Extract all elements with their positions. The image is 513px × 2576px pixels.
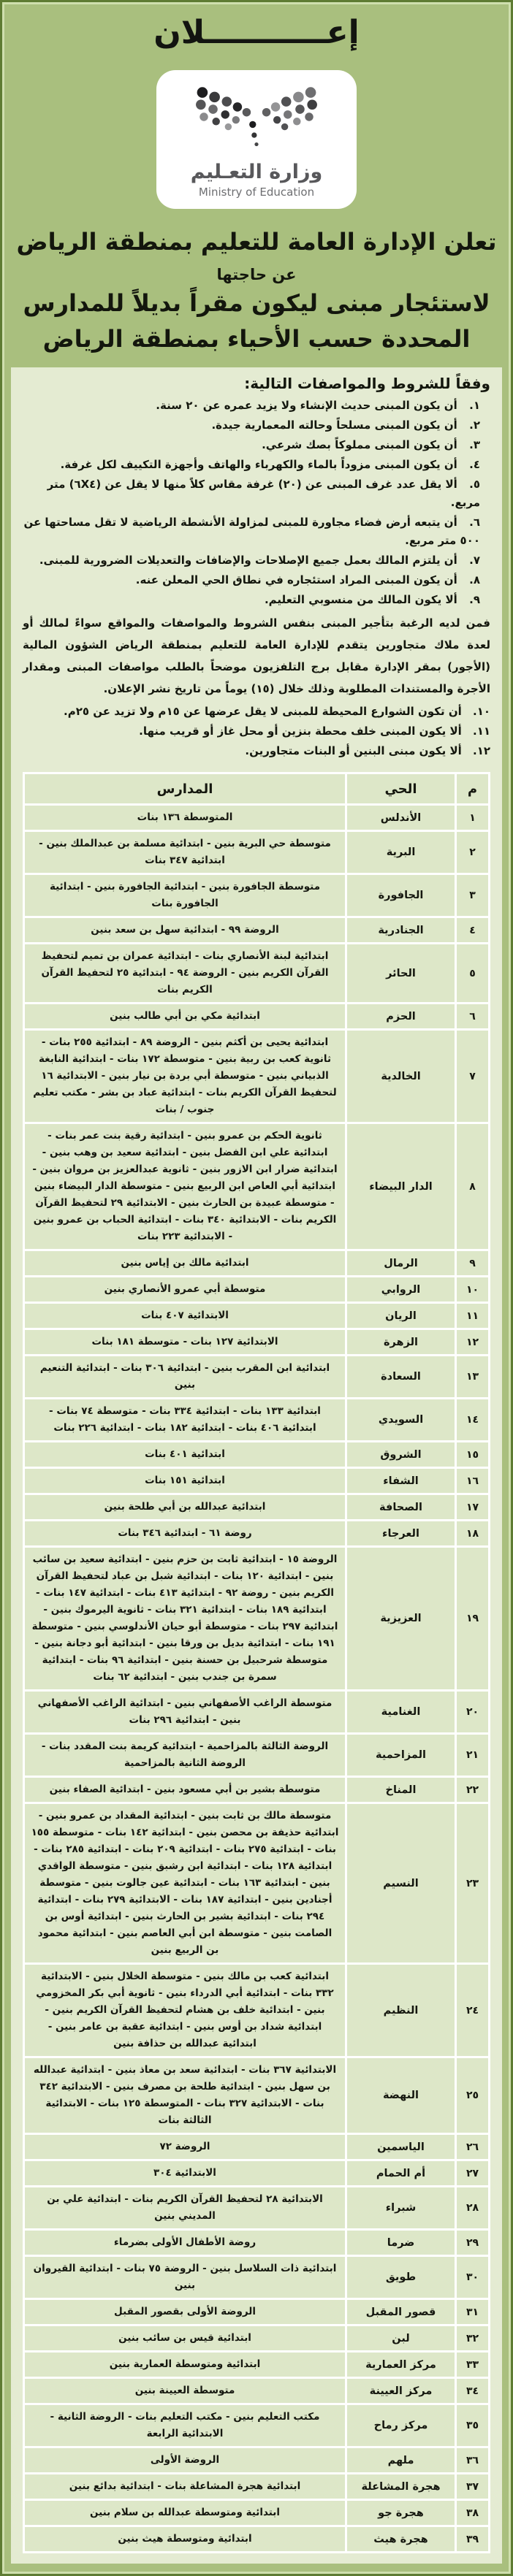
row-number: ٢٠ <box>456 1691 490 1734</box>
district-name: أم الحمام <box>346 2160 456 2187</box>
row-number: ١٥ <box>456 1442 490 1468</box>
table-row <box>24 2256 490 2299</box>
title-line-2: عن حاجتها <box>216 266 297 284</box>
row-number: ٢٩ <box>456 2230 490 2256</box>
district-name: ملهم <box>346 2447 456 2474</box>
schools-list: الابتدائية ٣٠٤ <box>24 2160 346 2187</box>
schools-list: الروضة الثالثة بالمزاحمية - ابتدائية كريمة بنت المقدد بنات - الروضة الثانية بالمزاحمية <box>24 1734 346 1777</box>
condition-text: أن يكون المبنى مسلحاً وحالته المعمارية جيدة. <box>211 418 457 432</box>
row-number: ١٧ <box>456 1494 490 1521</box>
table-row <box>24 1442 490 1468</box>
schools-table <box>23 772 490 2553</box>
table-row <box>24 2299 490 2325</box>
schools-list: الروضة ١٥ - ابتدائية ثابت بن حزم بنين - ابتدائية سعيد بن سائب بنين - ابتدائية ١٢٠ بنات - ابتدائية شبل بن عباد لتحفيظ القرآن الكريم بنين - روضة ٩٢ - ابتدائية ٤١٣ بنات - ابتدائية ١٤٧ بنات - ابتدائية ١٨٩ بنات - ابتدائية ٣٢١ بنات - ثانوية اليرموك بنين - ابتدائية ٢٩٧ بنات - متوسطة أبو حيان الأندلوسي بنين - متوسطة ١٩١ بنات - ابتدائية بديل بن ورقا بنين - ابتدائية أبو دجانة بنين - متوسطة شرحبيل بن حسنة بنين - ابتدائية ٩٦ بنات - ابتدائية سمرة بن جندب بنين - ابتدائية ٦٢ بنات <box>24 1547 346 1691</box>
schools-list: ابتدائية مكي بن أبي طالب بنين <box>24 1004 346 1030</box>
condition-item <box>23 416 490 435</box>
district-name: شبراء <box>346 2187 456 2230</box>
row-number: ٣٨ <box>456 2500 490 2526</box>
condition-item <box>23 591 490 609</box>
schools-list: الروضة ٧٢ <box>24 2134 346 2160</box>
table-row <box>24 944 490 1004</box>
row-number: ١ <box>456 805 490 831</box>
condition-text: أن يكون المبنى حديث الإنشاء ولا يزيد عمره عن ٢٠ سنة. <box>156 399 457 413</box>
row-number: ١٢ <box>456 1329 490 1356</box>
district-name: الأندلس <box>346 805 456 831</box>
table-row <box>24 1777 490 1803</box>
condition-text: أن تكون الشوارع المحيطة للمبنى لا يقل عرضها عن ١٥م ولا تزيد عن ٢٥م. <box>64 705 462 719</box>
row-number: ١٣ <box>456 1356 490 1399</box>
table-row <box>24 1521 490 1547</box>
row-number: ١٤ <box>456 1399 490 1442</box>
row-number: ٣٠ <box>456 2256 490 2299</box>
district-name: الجافورة <box>346 874 456 917</box>
schools-list: متوسطة حي البرية بنين - ابتدائية مسلمة بن عبدالملك بنين - ابتدائية ٣٤٧ بنات <box>24 831 346 874</box>
row-number: ٣١ <box>456 2299 490 2325</box>
district-name: مركز العيينة <box>346 2378 456 2404</box>
table-header-row <box>24 773 490 805</box>
schools-list: الابتدائية ٤٠٧ بنات <box>24 1303 346 1329</box>
condition-item <box>23 551 490 570</box>
schools-list: روضة الأطفال الأولى بضرماء <box>24 2230 346 2256</box>
condition-text: ألا يكون المالك من منسوبي التعليم. <box>264 593 457 607</box>
table-row <box>24 2474 490 2500</box>
table-row <box>24 1356 490 1399</box>
condition-number: ٩. <box>469 593 480 607</box>
schools-list: ابتدائية كعب بن مالك بنين - متوسطة الخلال بنين - الابتدائية ٣٣٢ بنات - ابتدائية أبي الدرداء بنين - ثانوية أبي بكر المخزومي بنين - ابتدائية خلف بن هشام لتحفيظ القرآن الكريم بنين - ابتدائية شداد بن أوس بنين - ابتدائية عقبة بن عامر بنين - ابتدائية عبدالله بن حذافة بنين <box>24 1964 346 2057</box>
condition-number: ٤. <box>469 458 480 472</box>
table-row <box>24 1329 490 1356</box>
row-number: ٣٤ <box>456 2378 490 2404</box>
district-name: قصور المقبل <box>346 2299 456 2325</box>
district-name: ضرما <box>346 2230 456 2256</box>
table-row <box>24 1547 490 1691</box>
district-name: الخالدية <box>346 1030 456 1123</box>
condition-item <box>23 456 490 474</box>
schools-list: ابتدائية ذات السلاسل بنين - الروضة ٧٥ بنات - ابتدائية القيروان بنين <box>24 2256 346 2299</box>
district-name: هجرة هيث <box>346 2526 456 2553</box>
table-body <box>24 805 490 2553</box>
schools-list: ابتدائية ١٥١ بنات <box>24 1468 346 1494</box>
condition-number: ٦. <box>469 516 480 530</box>
table-row <box>24 2447 490 2474</box>
condition-number: ٨. <box>469 573 480 587</box>
schools-list: ابتدائية يحيى بن أكثم بنين - الروضة ٨٩ - ابتدائية ٢٥٥ بنات - ثانوية كعب بن ربية بنين - متوسطة ١٧٢ بنات - ابتدائية النابغة الذبياني بنين - متوسطة أبي بردة بن نيار بنين - الابتدائية ١٦ لتحفيظ القرآن الكريم بنات - ابتدائية عباد بن بشر - مكتب تعليم جنوب / بنات <box>24 1030 346 1123</box>
row-number: ١٩ <box>456 1547 490 1691</box>
condition-item <box>23 722 490 741</box>
schools-list: الابتدائية ٢٨ لتحفيظ القرآن الكريم بنات - ابتدائية علي بن المديني بنين <box>24 2187 346 2230</box>
conditions-list <box>23 397 490 609</box>
row-number: ٢٥ <box>456 2057 490 2134</box>
table-row <box>24 2500 490 2526</box>
row-number: ٣٩ <box>456 2526 490 2553</box>
schools-list: ثانوية الحكم بن عمرو بنين - ابتدائية رقية بنت عمر بنات - ابتدائية علي ابن الفضل بنين - ابتدائية سعيد بن وهب بنين - ابتدائية ضرار ابن الازور بنين - ثانوية عبدالعزيز بن مروان بنين - ابتدائية أبي العاص ابن الربيع بنين - متوسطة الدار البيضاء بنين - متوسطة عبيدة بن الحارث بنين - الابتدائية ٢٩ لتحفيظ القرآن الكريم بنات - الابتدائية ٣٤٠ بنات - ابتدائية الحباب بن عمرو بنين - الابتدائية ٢٢٣ بنات <box>24 1123 346 1250</box>
schools-list: ابتدائية ومتوسطة هيث بنين <box>24 2526 346 2553</box>
condition-number: ٣. <box>469 438 480 452</box>
schools-list: متوسطة الجافورة بنين - ابتدائية الجافورة بنين - ابتدائية الجافورة بنات <box>24 874 346 917</box>
table-row <box>24 1734 490 1777</box>
condition-item <box>23 475 490 512</box>
row-number: ٧ <box>456 1030 490 1123</box>
schools-list: روضة ٦١ - ابتدائية ٣٤٦ بنات <box>24 1521 346 1547</box>
schools-list: الروضة ٩٩ - ابتدائية سهل بن سعد بنين <box>24 917 346 944</box>
condition-text: ألا يكون المبنى خلف محطة بنزين أو محل غاز أو قريب منها. <box>139 725 462 738</box>
condition-text: أن يكون المبنى مملوكاً بصك شرعي. <box>262 438 457 452</box>
district-name: السويدي <box>346 1399 456 1442</box>
condition-number: ٥. <box>469 478 480 492</box>
row-number: ٣٦ <box>456 2447 490 2474</box>
table-row <box>24 1123 490 1250</box>
row-number: ١٦ <box>456 1468 490 1494</box>
district-name: النظيم <box>346 1964 456 2057</box>
district-name: الرمال <box>346 1250 456 1277</box>
header-number: م <box>456 773 490 805</box>
condition-item <box>23 436 490 454</box>
district-name: النهضة <box>346 2057 456 2134</box>
condition-item <box>23 571 490 589</box>
district-name: البرية <box>346 831 456 874</box>
condition-number: ٢. <box>469 418 480 432</box>
announcement-banner: إعـــــــــــلان <box>153 14 360 51</box>
row-number: ٥ <box>456 944 490 1004</box>
conditions-heading: وفقاً للشروط والمواصفات التالية: <box>244 375 490 393</box>
district-name: الشروق <box>346 1442 456 1468</box>
row-number: ٣٧ <box>456 2474 490 2500</box>
condition-text: أن يتبعه أرض فضاء مجاورة للمبنى لمزاولة الأنشطة الرياضية لا تقل مساحتها عن ٥٠٠ متر مربع. <box>23 516 480 548</box>
schools-list: المتوسطة ١٣٦ بنات <box>24 805 346 831</box>
condition-number: ١٠. <box>472 705 490 719</box>
table-row <box>24 2352 490 2378</box>
schools-list: ابتدائية قيس بن سائب بنين <box>24 2325 346 2352</box>
district-name: الشفاء <box>346 1468 456 1494</box>
district-name: الجنادرية <box>346 917 456 944</box>
condition-text: أن يلتزم المالك بعمل جميع الإصلاحات والإضافات والتعديلات الضرورية للمبنى. <box>39 554 457 567</box>
table-row <box>24 1468 490 1494</box>
table-row <box>24 1250 490 1277</box>
table-row <box>24 1803 490 1964</box>
row-number: ٢٨ <box>456 2187 490 2230</box>
table-row <box>24 2057 490 2134</box>
table-row <box>24 917 490 944</box>
schools-list: ابتدائية ومتوسطة عبدالله بن سلام بنين <box>24 2500 346 2526</box>
table-row <box>24 1964 490 2057</box>
row-number: ٣٥ <box>456 2404 490 2447</box>
condition-number: ٧. <box>469 554 480 567</box>
schools-list: ابتدائية ابن المقرب بنين - ابتدائية ٣٠٦ بنات - ابتدائية التنعيم بنين <box>24 1356 346 1399</box>
table-row <box>24 2230 490 2256</box>
table-row <box>24 2526 490 2553</box>
district-name: الغنامية <box>346 1691 456 1734</box>
schools-list: ابتدائية ٤٠١ بنات <box>24 1442 346 1468</box>
row-number: ٤ <box>456 917 490 944</box>
district-name: الزهرة <box>346 1329 456 1356</box>
table-row <box>24 2325 490 2352</box>
table-row <box>24 1004 490 1030</box>
row-number: ٢٢ <box>456 1777 490 1803</box>
table-row <box>24 1494 490 1521</box>
schools-list: الابتدائية ١٢٧ بنات - متوسطة ١٨١ بنات <box>24 1329 346 1356</box>
row-number: ١٨ <box>456 1521 490 1547</box>
conditions-list-after <box>23 703 490 760</box>
condition-number: ١. <box>469 399 480 413</box>
district-name: الصحافة <box>346 1494 456 1521</box>
district-name: مركز العمارية <box>346 2352 456 2378</box>
district-name: الحائر <box>346 944 456 1004</box>
table-row <box>24 1303 490 1329</box>
row-number: ٣٣ <box>456 2352 490 2378</box>
schools-list: مكتب التعليم بنين - مكتب التعليم بنات - الروضة الثانية - الابتدائية الرابعة <box>24 2404 346 2447</box>
schools-list: متوسطة أبي عمرو الأنصاري بنين <box>24 1277 346 1303</box>
condition-text: أن يكون المبنى مزوداً بالماء والكهرباء والهاتف وأجهزة التكييف لكل غرفة. <box>60 458 457 472</box>
schools-list: ابتدائية هجرة المشاعلة بنات - ابتدائية بدائع بنين <box>24 2474 346 2500</box>
district-name: مركز رماح <box>346 2404 456 2447</box>
schools-list: ابتدائية ومتوسطة العمارية بنين <box>24 2352 346 2378</box>
district-name: الدار البيضاء <box>346 1123 456 1250</box>
row-number: ٢٦ <box>456 2134 490 2160</box>
district-name: الحزم <box>346 1004 456 1030</box>
schools-list: ابتدائية ١٣٣ بنات - ابتدائية ٣٣٤ بنات - متوسطة ٧٤ بنات - ابتدائية ٤٠٦ بنات - ابتدائية ١٨٢ بنات - ابتدائية ٢٢٦ بنات <box>24 1399 346 1442</box>
condition-item <box>23 742 490 760</box>
schools-list: الابتدائية ٣٦٧ بنات - ابتدائية سعد بن معاذ بنين - ابتدائية عبدالله بن سهل بنين - ابتدائية طلحة بن مصرف بنين - الابتدائية ٣٤٢ بنات - الابتدائية ٣٢٧ بنات - المتوسطة ١٢٥ بنات - الابتدائية الثالثة بنات <box>24 2057 346 2134</box>
condition-text: ألا يقل عدد غرف المبنى عن (٢٠) غرفة مقاس كلاً منها لا يقل عن (٦X٤) متر مربع. <box>47 478 480 510</box>
district-name: هجرة جو <box>346 2500 456 2526</box>
condition-item <box>23 513 490 550</box>
table-row <box>24 2378 490 2404</box>
district-name: طويق <box>346 2256 456 2299</box>
row-number: ٨ <box>456 1123 490 1250</box>
schools-list: متوسطة مالك بن ثابت بنين - ابتدائية المقداد بن عمرو بنين - ابتدائية حذيفة بن محصن بنين - ابتدائية ١٤٢ بنات - متوسطة ١٥٥ بنات - ابتدائية ٢٧٥ بنات - ابتدائية ٢٠٩ بنات - ابتدائية ٢٨٥ بنات - ابتدائية ١٢٨ بنات - ابتدائية ابن رشبق بنين - متوسطة الواقدي بنين - ابتدائية ١٦٣ بنات - ابتدائية عين جالوت بنين - متوسطة أجنادين بنين - ابتدائية ١٨٧ بنات - الابتدائية ٢٧٩ بنات - ابتدائية ٢٩٤ بنات - ابتدائية بشير بن الحارث بنين - ابتدائية أوس بن الصامت بنين - متوسطة ابن أبي العاصم بنين - ابتدائية محمود بن الربيع بنين <box>24 1803 346 1964</box>
schools-list: متوسطة العيينة بنين <box>24 2378 346 2404</box>
header-district: الحي <box>346 773 456 805</box>
table-row <box>24 805 490 831</box>
schools-list: ابتدائية لبنة الأنصاري بنات - ابتدائية عمران بن تميم لتحفيظ القرآن الكريم بنين - الروضة ٩٤ - ابتدائية ٢٥ لتحفيظ القرآن الكريم بنات <box>24 944 346 1004</box>
table-row <box>24 1030 490 1123</box>
schools-list: ابتدائية مالك بن إياس بنين <box>24 1250 346 1277</box>
ministry-name-arabic: وزارة التعـليم <box>190 161 323 183</box>
row-number: ١١ <box>456 1303 490 1329</box>
row-number: ٩ <box>456 1250 490 1277</box>
row-number: ٢٤ <box>456 1964 490 2057</box>
district-name: النسيم <box>346 1803 456 1964</box>
table-row <box>24 1691 490 1734</box>
district-name: العزيزية <box>346 1547 456 1691</box>
table-row <box>24 874 490 917</box>
row-number: ١٠ <box>456 1277 490 1303</box>
ministry-logo-dots-icon <box>183 82 330 152</box>
row-number: ٢٣ <box>456 1803 490 1964</box>
table-row <box>24 2134 490 2160</box>
table-row <box>24 1277 490 1303</box>
district-name: المزاحمية <box>346 1734 456 1777</box>
title-line-1: تعلن الإدارة العامة للتعليم بمنطقة الرياض <box>16 228 497 256</box>
table-row <box>24 2160 490 2187</box>
row-number: ٣٢ <box>456 2325 490 2352</box>
row-number: ٢١ <box>456 1734 490 1777</box>
condition-text: ألا يكون مبنى البنين أو البنات متجاورين. <box>245 744 462 758</box>
district-name: الروابي <box>346 1277 456 1303</box>
schools-list: متوسطة الراغب الأصفهاني بنين - ابتدائية الراغب الأصفهاني بنين - ابتدائية ٢٩٦ بنات <box>24 1691 346 1734</box>
district-name: لبن <box>346 2325 456 2352</box>
district-name: الريان <box>346 1303 456 1329</box>
condition-number: ١١. <box>472 725 490 738</box>
district-name: هجرة المشاعلة <box>346 2474 456 2500</box>
row-number: ٢٧ <box>456 2160 490 2187</box>
ministry-name-english: Ministry of Education <box>198 186 315 199</box>
condition-item <box>23 703 490 721</box>
district-name: العرجاء <box>346 1521 456 1547</box>
condition-number: ١٢. <box>472 744 490 758</box>
schools-list: الروضة الأولى <box>24 2447 346 2474</box>
table-row <box>24 1399 490 1442</box>
row-number: ٦ <box>456 1004 490 1030</box>
title-line-3: لاستئجار مبنى ليكون مقراً بديلاً للمدارس <box>23 289 490 318</box>
conditions-panel <box>11 367 502 2564</box>
district-name: السعادة <box>346 1356 456 1399</box>
condition-item <box>23 397 490 415</box>
table-row <box>24 831 490 874</box>
district-name: المناخ <box>346 1777 456 1803</box>
ministry-logo <box>156 70 357 209</box>
schools-list: متوسطة بشير بن أبي مسعود بنين - ابتدائية الصفاء بنين <box>24 1777 346 1803</box>
district-name: الياسمين <box>346 2134 456 2160</box>
schools-list: الروضة الأولى بقصور المقبل <box>24 2299 346 2325</box>
table-row <box>24 2404 490 2447</box>
application-paragraph: فمن لديه الرغبة بتأجير المبنى بنفس الشروط والمواصفات والمواقع سواءً لمالك أو لعدة ملاك متجاورين يتقدم للإدارة العامة للتعليم بمنطقة الرياض الشؤون المالية (الأجور) بمقر الإدارة مقابل برج التلفزيون موضحاً بالطلب مواصفات المبنى ومقدار الأجرة والمستندات المطلوبة وذلك خلال (١٥) يوماً من تاريخ نشر الإعلان. <box>23 616 490 696</box>
table-row <box>24 2187 490 2230</box>
schools-list: ابتدائية عبدالله بن أبي طلحة بنين <box>24 1494 346 1521</box>
condition-text: أن يكون المبنى المراد استئجاره في نطاق الحي المعلن عنه. <box>135 573 457 587</box>
row-number: ٢ <box>456 831 490 874</box>
header-schools: المدارس <box>24 773 346 805</box>
row-number: ٣ <box>456 874 490 917</box>
title-line-4: المحددة حسب الأحياء بمنطقة الرياض <box>42 324 471 353</box>
